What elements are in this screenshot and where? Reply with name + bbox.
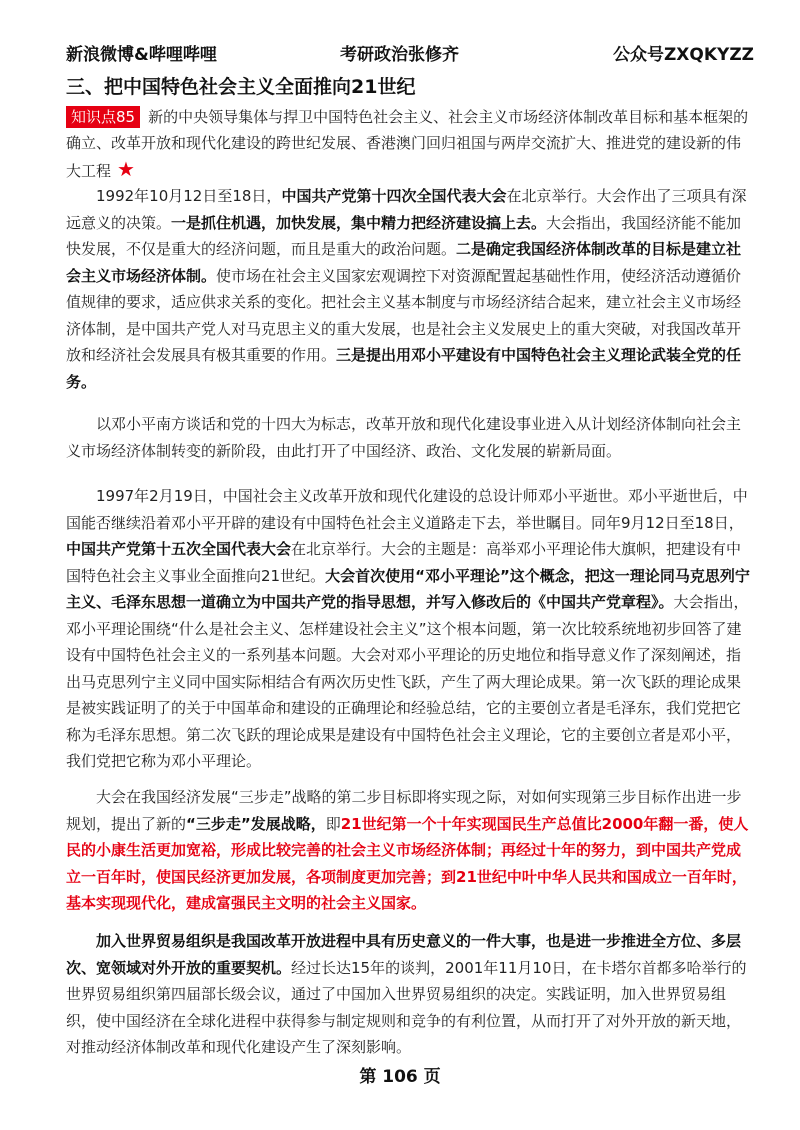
paragraph-1	[66, 183, 750, 395]
p1-bold-4: 三是提出用邓小平建设有中国特色社会主义理论武装全党的任务。	[66, 346, 742, 391]
p1-text-2: 在北京举行。大会作出了三项具有深远意义的决策。	[66, 187, 747, 232]
section-title: 三、把中国特色社会主义全面推向21世纪	[66, 76, 416, 98]
page-number: 第 106 页	[359, 1067, 441, 1087]
p2-text-1: 以邓小平南方谈话和党的十四大为标志，改革开放和现代化建设事业进入从计划经济体制向社会主义市场经济体制转变的新阶段，由此打开了中国经济、政治、文化发展的崭新局面。	[66, 415, 742, 460]
knowledge-point-badge: 知识点85	[66, 106, 140, 128]
p3-text-1: 1997年2月19日，中国社会主义改革开放和现代化建设的总设计师邓小平逝世。邓小平逝世后，中国能否继续沿着邓小平开辟的建设有中国特色社会主义道路走下去，举世瞩目。同年9月12日至18日，	[66, 487, 748, 532]
p1-text-4: 使市场在社会主义国家宏观调控下对资源配置起基础性作用，使经济活动遵循价值规律的要求，适应供求关系的变化。把社会主义基本制度与市场经济结合起来，建立社会主义市场经济体制，是中国共产党人对马克思主义的重大发展，也是社会主义发展史上的重大突破，对我国改革开放和经济社会发展具有极其重要的作用。	[66, 266, 742, 364]
paragraph-4	[66, 784, 750, 917]
p1-text-1: 1992年10月12日至18日，	[96, 187, 282, 205]
knowledge-point	[66, 104, 750, 184]
p4-bold-1: “三步走”发展战略，	[186, 814, 326, 833]
p3-text-2: 在北京举行。大会的主题是：高举邓小平理论伟大旗帜，把建设有中国特色社会主义事业全面推向21世纪。	[66, 540, 742, 585]
star-icon: ★	[117, 157, 135, 181]
knowledge-point-text: 新的中央领导集体与捍卫中国特色社会主义、社会主义市场经济体制改革目标和基本框架的确立、改革开放和现代化建设的跨世纪发展、香港澳门回归祖国与两岸交流扩大、推进党的建设新的伟大工程	[66, 108, 749, 180]
p3-text-3: 大会指出，邓小平理论围绕“什么是社会主义、怎样建设社会主义”这个根本问题，第一次比较系统地初步回答了建设有中国特色社会主义的一系列基本问题。大会对邓小平理论的历史地位和指导意义作了深刻阐述，指出马克思列宁主义同中国实际相结合有两次历史性飞跃，产生了两大理论成果。第一次飞跃的理论成果是被实践证明了的关于中国革命和建设的正确理论和经验总结，它的主要创立者是毛泽东，我们党把它称为毛泽东思想。第二次飞跃的理论成果是建设有中国特色社会主义理论，它的主要创立者是邓小平，我们党把它称为邓小平理论。	[66, 593, 749, 770]
paragraph-5	[66, 928, 750, 1061]
p5-text-1: 经过长达15年的谈判，2001年11月10日，在卡塔尔首都多哈举行的世界贸易组织第四届部长级会议，通过了中国加入世界贸易组织的决定。实践证明，加入世界贸易组织，使中国经济在全球化进程中获得参与制定规则和竞争的有利位置，从而打开了对外开放的新天地，对推动经济体制改革和现代化建设产生了深刻影响。	[66, 958, 747, 1056]
paragraph-3	[66, 483, 750, 775]
p1-bold-3: 二是确定我国经济体制改革的目标是建立社会主义市场经济体制。	[66, 240, 742, 285]
header-right: 公众号ZXQKYZZ	[612, 45, 754, 65]
p4-red-highlight: 21世纪第一个十年实现国民生产总值比2000年翻一番，使人民的小康生活更加宽裕，形成比较完善的社会主义市场经济体制；再经过十年的努力，到中国共产党成立一百年时，使国民经济更加发展，各项制度更加完善；到21世纪中叶中华人民共和国成立一百年时，基本实现现代化，建成富强民主文明的社会主义国家。	[66, 814, 749, 912]
p1-bold-1: 中国共产党第十四次全国代表大会	[281, 187, 507, 205]
p3-bold-2: 大会首次使用“邓小平理论”这个概念，把这一理论同马克思列宁主义、毛泽东思想一道确立为中国共产党的指导思想，并写入修改后的《中国共产党章程》。	[66, 566, 750, 611]
header-left: 新浪微博&哔哩哔哩	[66, 45, 217, 65]
p5-bold-1: 加入世界贸易组织是我国改革开放进程中具有历史意义的一件大事，也是进一步推进全方位、多层次、宽领域对外开放的重要契机。	[66, 932, 742, 977]
p3-bold-1: 中国共产党第十五次全国代表大会	[66, 540, 292, 558]
p4-text-1: 大会在我国经济发展“三步走”战略的第二步目标即将实现之际，对如何实现第三步目标作出进一步规划，提出了新的	[66, 788, 742, 833]
p1-text-3: 大会指出，我国经济能不能加快发展，不仅是重大的经济问题，而且是重大的政治问题。	[66, 213, 742, 258]
p1-bold-2: 一是抓住机遇，加快发展，集中精力把经济建设搞上去。	[171, 213, 547, 232]
paragraph-2	[66, 411, 750, 464]
header-center: 考研政治张修齐	[340, 45, 459, 65]
p4-text-2: 即	[325, 814, 341, 833]
